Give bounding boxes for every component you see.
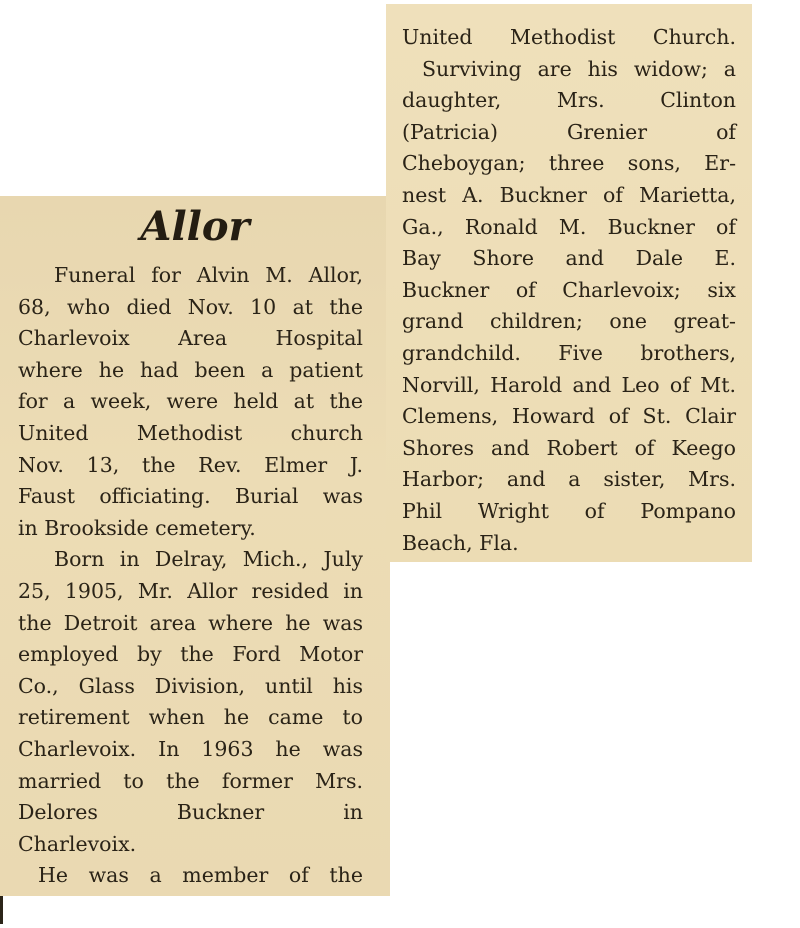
text-line: retirement when he came to xyxy=(18,705,363,730)
text-line: Delores Buckner in xyxy=(18,800,363,825)
text-line: Clemens, Howard of St. Clair xyxy=(402,404,736,429)
text-line: Bay Shore and Dale E. xyxy=(402,246,736,271)
text-line: Charlevoix. In 1963 he was xyxy=(18,736,363,761)
text-line: grand children; one great- xyxy=(402,309,736,334)
text-line: (Patricia) Grenier of xyxy=(402,119,736,144)
text-line: Shores and Robert of Keego xyxy=(402,435,736,460)
text-line: Ga., Ronald M. Buckner of xyxy=(402,214,736,239)
text-line: Charlevoix Area Hospital xyxy=(18,326,363,351)
text-line: 68, who died Nov. 10 at the xyxy=(18,294,363,319)
scan-edge-mark xyxy=(0,896,3,924)
text-line: Surviving are his widow; a xyxy=(422,56,736,81)
text-line: Cheboygan; three sons, Er- xyxy=(402,151,736,176)
text-line: He was a member of the xyxy=(38,863,363,888)
text-line: married to the former Mrs. xyxy=(18,768,363,793)
text-line: 25, 1905, Mr. Allor resided in xyxy=(18,578,363,603)
text-line: Funeral for Alvin M. Allor, xyxy=(54,263,363,287)
text-line: Charlevoix. xyxy=(18,831,137,856)
text-line: Norvill, Harold and Leo of Mt. xyxy=(402,372,736,397)
text-line: nest A. Buckner of Marietta, xyxy=(402,182,736,207)
text-line: where he had been a patient xyxy=(18,357,363,382)
text-line: Beach, Fla. xyxy=(402,530,519,555)
text-line: Faust officiating. Burial was xyxy=(18,484,363,509)
text-line: Nov. 13, the Rev. Elmer J. xyxy=(18,452,363,477)
text-line: in Brookside cemetery. xyxy=(18,515,256,540)
text-line: Harbor; and a sister, Mrs. xyxy=(402,467,736,492)
text-line: Born in Delray, Mich., July xyxy=(54,547,363,572)
text-line: Co., Glass Division, until his xyxy=(18,673,363,698)
obituary-headline: Allor xyxy=(140,203,250,250)
obituary-clipping-right xyxy=(386,4,752,562)
obituary-body-right xyxy=(402,22,736,559)
text-line: United Methodist Church. xyxy=(402,25,736,49)
text-line: Buckner of Charlevoix; six xyxy=(402,277,736,302)
text-line: the Detroit area where he was xyxy=(18,610,363,635)
text-line: daughter, Mrs. Clinton xyxy=(402,88,736,113)
obituary-body-left xyxy=(18,260,363,892)
text-line: employed by the Ford Motor xyxy=(18,642,363,667)
text-line: for a week, were held at the xyxy=(18,389,363,414)
text-line: United Methodist church xyxy=(18,420,363,445)
text-line: grandchild. Five brothers, xyxy=(402,340,736,365)
obituary-clipping-left xyxy=(0,196,390,896)
text-line: Phil Wright of Pompano xyxy=(402,498,736,523)
